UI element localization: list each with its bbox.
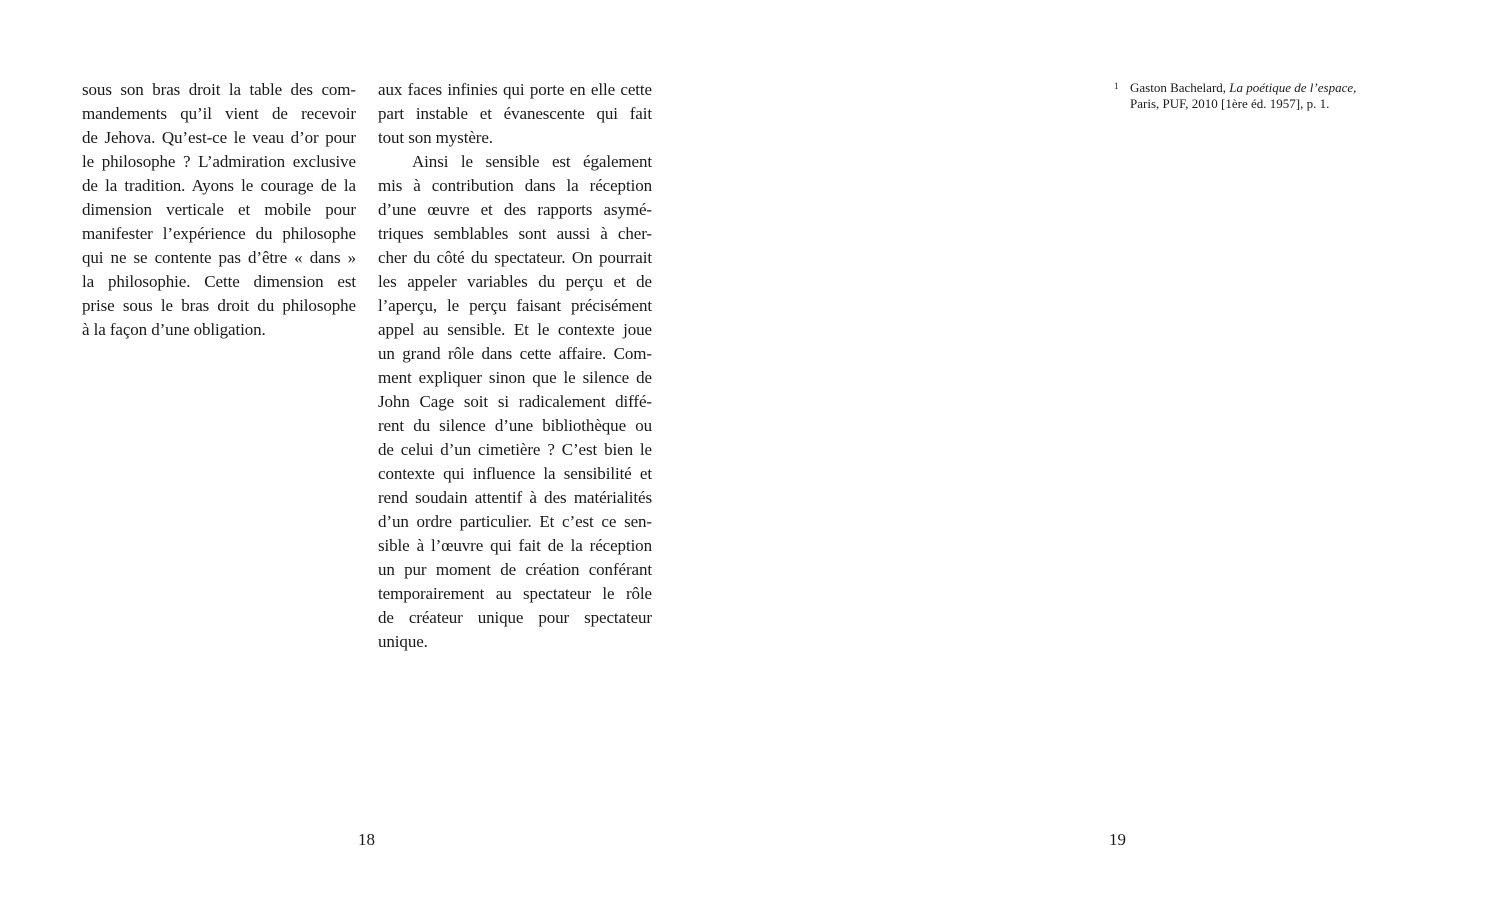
text-line: contexte qui influence la sensibilité et — [378, 464, 652, 483]
text-line: le philosophe ? L’admiration exclusive — [82, 152, 356, 171]
text-line: tout son mystère. — [378, 128, 493, 147]
text-line: mandements qu’il vient de recevoir — [82, 104, 356, 123]
footnote-marker: 1 — [1114, 81, 1119, 91]
footnote-line-1 — [1130, 80, 1400, 96]
text-line: qui ne se contente pas d’être « dans » — [82, 248, 356, 267]
text-line: de Jehova. Qu’est-ce le veau d’or pour — [82, 128, 356, 147]
text-line: d’une œuvre et des rapports asymé- — [378, 200, 652, 219]
footnote — [1114, 80, 1400, 112]
text-line: unique. — [378, 632, 428, 651]
text-line: manifester l’expérience du philosophe — [82, 224, 356, 243]
text-line: de créateur unique pour spectateur — [378, 608, 652, 627]
footnote-line-2: Paris, PUF, 2010 [1ère éd. 1957], p. 1. — [1130, 96, 1330, 111]
text-line: triques semblables sont aussi à cher- — [378, 224, 652, 243]
text-line: de celui d’un cimetière ? C’est bien le — [378, 440, 652, 459]
text-line: un pur moment de création conférant — [378, 560, 652, 579]
text-line: cher du côté du spectateur. On pourrait — [378, 248, 652, 267]
text-line: les appeler variables du perçu et de — [378, 272, 652, 291]
text-line: ment expliquer sinon que le silence de — [378, 368, 652, 387]
text-line: aux faces infinies qui porte en elle cette — [378, 80, 652, 99]
text-line: sible à l’œuvre qui fait de la réception — [378, 536, 652, 555]
text-line: à la façon d’une obligation. — [82, 320, 266, 339]
text-line: rent du silence d’une bibliothèque ou — [378, 416, 652, 435]
footnote-punctuation: , — [1353, 80, 1357, 95]
page-number-right: 19 — [1109, 830, 1126, 849]
left-text-column — [82, 78, 356, 342]
right-page — [743, 0, 1486, 912]
text-line: l’aperçu, le perçu faisant précisément — [378, 296, 652, 315]
text-line: rend soudain attentif à des matérialités — [378, 488, 652, 507]
text-line: sous son bras droit la table des com- — [82, 80, 356, 99]
page-number-left: 18 — [358, 830, 375, 849]
text-line: prise sous le bras droit du philosophe — [82, 296, 356, 315]
text-line: appel au sensible. Et le contexte joue — [378, 320, 652, 339]
text-line: d’un ordre particulier. Et c’est ce sen- — [378, 512, 652, 531]
text-line: de la tradition. Ayons le courage de la — [82, 176, 356, 195]
text-line: John Cage soit si radicalement diffé- — [378, 392, 652, 411]
text-line: temporairement au spectateur le rôle — [378, 584, 652, 603]
text-line: la philosophie. Cette dimension est — [82, 272, 356, 291]
text-line: mis à contribution dans la réception — [378, 176, 652, 195]
text-line: un grand rôle dans cette affaire. Com- — [378, 344, 652, 363]
footnote-title: La poétique de l’espace — [1229, 80, 1354, 95]
text-line: dimension verticale et mobile pour — [82, 200, 356, 219]
right-text-column — [378, 78, 652, 654]
text-line: Ainsi le sensible est également — [412, 152, 652, 171]
footnote-author: Gaston Bachelard, — [1130, 80, 1230, 95]
text-line: part instable et évanescente qui fait — [378, 104, 652, 123]
